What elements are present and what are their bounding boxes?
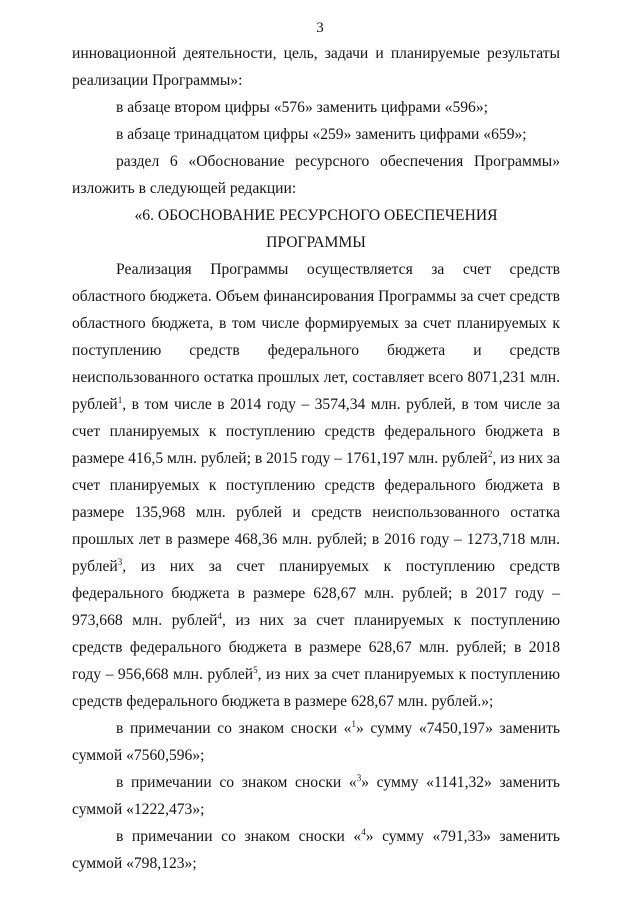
funding-text-3: , из них за счет планируемых к поступлению средств федерального бюджета в размере 135,968 млн. рублей и средств неиспользованного остатка прошлых лет в размере 468,36 млн. рублей; в 2016 году – 1273,718 млн. рублей: [72, 450, 560, 575]
note4-suffix: » сумму «791,33» заменить суммой «798,123»;: [72, 828, 561, 872]
continuation-paragraph: инновационной деятельности, цель, задачи и планируемые результаты реализации Программы»:: [72, 45, 560, 89]
footnote-mark-2: 2: [487, 449, 493, 459]
funding-text-5: , из них за счет планируемых к поступлению средств федерального бюджета в размере 628,67 млн. рублей; в 2018 году – 956,668 млн. рублей: [72, 612, 560, 683]
note4-prefix: в примечании со знаком сноски «: [116, 828, 362, 845]
amendment-paragraph-13: в абзаце тринадцатом цифры «259» заменить цифрами «659»;: [116, 126, 527, 143]
footnote-mark-3: 3: [117, 557, 123, 567]
note3-suffix: » сумму «1141,32» заменить суммой «1222,473»;: [72, 774, 560, 818]
section-heading-line2: ПРОГРАММЫ: [266, 234, 366, 251]
page-number: 3: [316, 20, 324, 36]
funding-text-1: Реализация Программы осуществляется за счет средств областного бюджета. Объем финансирования Программы за счет средств областного бюджета, в том числе формируемых за счет планируемых к поступлению средств федерального бюджета и средств неиспользованного остатка прошлых лет, составляет всего 8071,231 млн. рублей: [72, 261, 560, 413]
amendment-paragraph-2: в абзаце втором цифры «576» заменить цифрами «596»;: [116, 99, 488, 116]
footnote-mark-4: 4: [217, 611, 222, 621]
note4-footnote-mark: 4: [361, 827, 366, 837]
funding-text-2: , в том числе в 2014 году – 3574,34 млн. рублей, в том числе за счет планируемых к поступлению средств федерального бюджета в размере 416,5 млн. рублей; в 2015 году – 1761,197 млн. рублей: [72, 396, 560, 467]
note3-prefix: в примечании со знаком сноски «: [116, 774, 357, 791]
footnote-amendment-4: [72, 823, 560, 877]
note3-footnote-mark: 3: [356, 773, 362, 783]
amendment-section-6: раздел 6 «Обоснование ресурсного обеспечения Программы» изложить в следующей редакции:: [72, 153, 560, 197]
funding-text-6: , из них за счет планируемых к поступлению средств федерального бюджета в размере 628,67 млн. рублей.»;: [72, 666, 560, 710]
footnote-amendment-3: [72, 769, 560, 823]
footnote-mark-1: 1: [117, 395, 123, 405]
section-heading-line1: «6. ОБОСНОВАНИЕ РЕСУРСНОГО ОБЕСПЕЧЕНИЯ: [134, 207, 498, 224]
note1-footnote-mark: 1: [351, 719, 356, 729]
funding-text-4: , из них за счет планируемых к поступлению средств федерального бюджета в размере 628,67 млн. рублей; в 2017 году – 973,668 млн. рублей: [72, 558, 560, 629]
footnote-mark-5: 5: [253, 665, 258, 675]
funding-paragraph: [72, 256, 560, 715]
document-body: [72, 40, 560, 877]
footnote-amendment-1: [72, 715, 560, 769]
note1-suffix: » сумму «7450,197» заменить суммой «7560,596»;: [72, 720, 561, 764]
note1-prefix: в примечании со знаком сноски «: [116, 720, 352, 737]
